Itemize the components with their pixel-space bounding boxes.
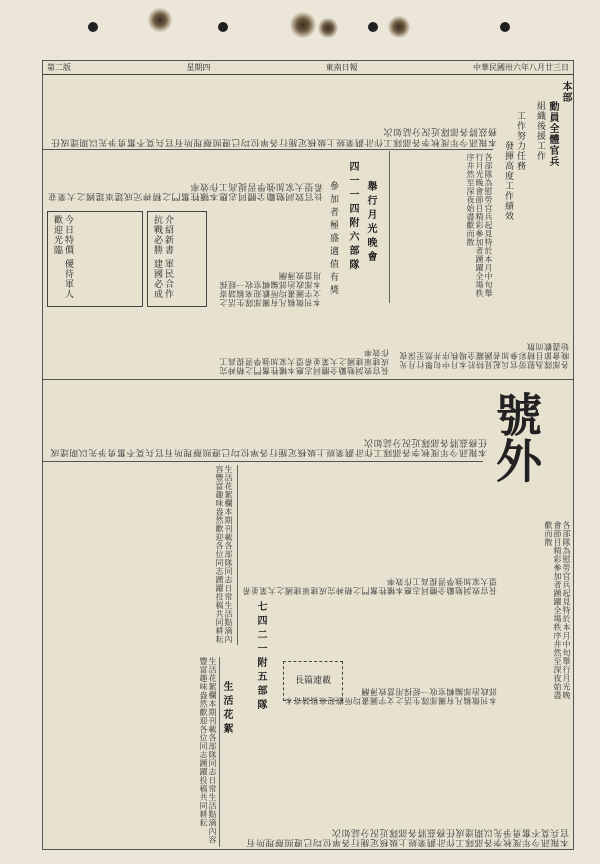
- binding-hole: [88, 22, 98, 32]
- article-bottom-left: 生活花絮欄本期刊載各部隊同志日常生活點滴內容豐富趣味盎然歡迎各位同志踴躍投稿共同耕耘: [199, 657, 217, 844]
- notice-line4: 發揮高度工作績效: [503, 141, 513, 221]
- notice-column: [527, 81, 571, 301]
- ad-box-right: [147, 211, 207, 307]
- notice-unit: 本部: [560, 81, 571, 103]
- divider: [219, 657, 220, 847]
- article-mid-inverted: 本刊徵稿凡有關部隊生活之文字圖畫均所歡迎來稿請寄本部政治部編輯室收一經採用當致薄酬: [219, 271, 321, 307]
- headline-4: 七四二一附五部隊: [255, 601, 266, 713]
- ad-box-left: [47, 211, 143, 307]
- headline-2: 舉行月光晚會: [365, 181, 376, 265]
- article-upper-right: 各部隊為慰勞官兵起見特於本月中旬舉行月光晚會節目精彩參加者踴躍全場秩序井然至深夜始盡歡而散: [466, 153, 493, 298]
- divider: [43, 461, 483, 462]
- masthead-date: 中華民國卅六年八月廿三日: [472, 63, 569, 72]
- divider: [43, 149, 493, 150]
- divider: [237, 465, 238, 645]
- article-lower-mid-inverted: 長官致詞勉勵全體同志應本犧牲奮鬥之精神完成建軍建國之大業並希望大家加強學習提高工作效率: [242, 577, 497, 595]
- article-band-inverted: 本報訊今年度秋季各部隊工作計劃業經上級核定施行各單位均已遵照辦理所有官兵莫不奮勇爭先以期達成任務茲將各部隊近況分誌如次: [49, 437, 487, 457]
- newspaper-sheet: [42, 60, 574, 850]
- special-column-title: 號外: [489, 391, 543, 483]
- article-lower-mid2-inverted: 本刊徵稿凡有關部隊生活之文字圖畫均所歡迎來稿請寄本部政治部編輯室收一經採用當致薄酬: [284, 687, 497, 705]
- article-lower-left: 生活花絮欄本期刊載各部隊同志日常生活點滴內容豐富趣味盎然歡迎各位同志踴躍投稿共同耕耘: [215, 465, 233, 644]
- notice-line1: 動員全體官兵: [547, 101, 558, 167]
- divider: [389, 151, 390, 303]
- article-top-inverted: 本報訊今年度秋季各部隊工作計劃業經上級核定施行各單位均已遵照辦理所有官兵莫不奮勇爭先以期達成任務茲將各部隊近況分誌如次: [50, 126, 497, 147]
- ink-stain: [290, 12, 316, 38]
- binding-hole: [368, 22, 378, 32]
- divider: [43, 379, 573, 380]
- serial-title: 長篇連載: [294, 676, 331, 686]
- masthead-paper: 東南日報: [325, 63, 358, 72]
- ink-stain: [148, 8, 172, 32]
- ad-left-text: 今日特價 優待軍人 歡迎光臨: [52, 215, 73, 299]
- masthead: [43, 61, 573, 75]
- notice-line2: 組織後援工作: [535, 101, 545, 161]
- masthead-page: 第二版: [47, 63, 71, 72]
- notice-column-2: [501, 81, 525, 301]
- headline-1: 四一一四附六部隊: [347, 161, 358, 273]
- article-bottom-inverted: 本報訊今年度秋季各部隊工作計劃業經上級核定施行各單位均已遵照辦理所有官兵莫不奮勇爭先以期達成任務茲將各部隊近況分誌如次: [245, 827, 569, 847]
- binding-hole: [500, 22, 510, 32]
- article-upper-left-inverted: 長官致詞勉勵全體同志應本犧牲奮鬥之精神完成建軍建國之大業並希望大家加強學習提高工作效率: [47, 181, 323, 201]
- ink-stain: [388, 16, 410, 38]
- headline-5: 生活花絮: [221, 681, 232, 737]
- article-lower-right: 各部隊為慰勞官兵起見特於本月中旬舉行月光晚會節目精彩參加者踴躍全場秩序井然至深夜始盡歡而散: [544, 521, 571, 700]
- headline-3: 參加者極盛適值有獎: [328, 181, 338, 298]
- binding-hole: [218, 22, 228, 32]
- article-mid3-inverted: 各部隊為慰勞官兵起見特於本月中旬舉行月光晚會節目精彩參加者踴躍全場秩序井然至深夜始盡歡而散: [399, 342, 569, 369]
- notice-line3: 工作努力任務: [515, 111, 525, 171]
- ink-stain: [318, 18, 338, 38]
- serial-box: [283, 661, 343, 701]
- article-mid2-inverted: 長官致詞勉勵全體同志應本犧牲奮鬥之精神完成建軍建國之大業並希望大家加強學習提高工作效率: [219, 348, 389, 375]
- ad-right-text: 介紹新書 軍民合作 抗戰必勝 建國必成: [152, 215, 173, 299]
- masthead-issue: 星期四: [186, 63, 211, 72]
